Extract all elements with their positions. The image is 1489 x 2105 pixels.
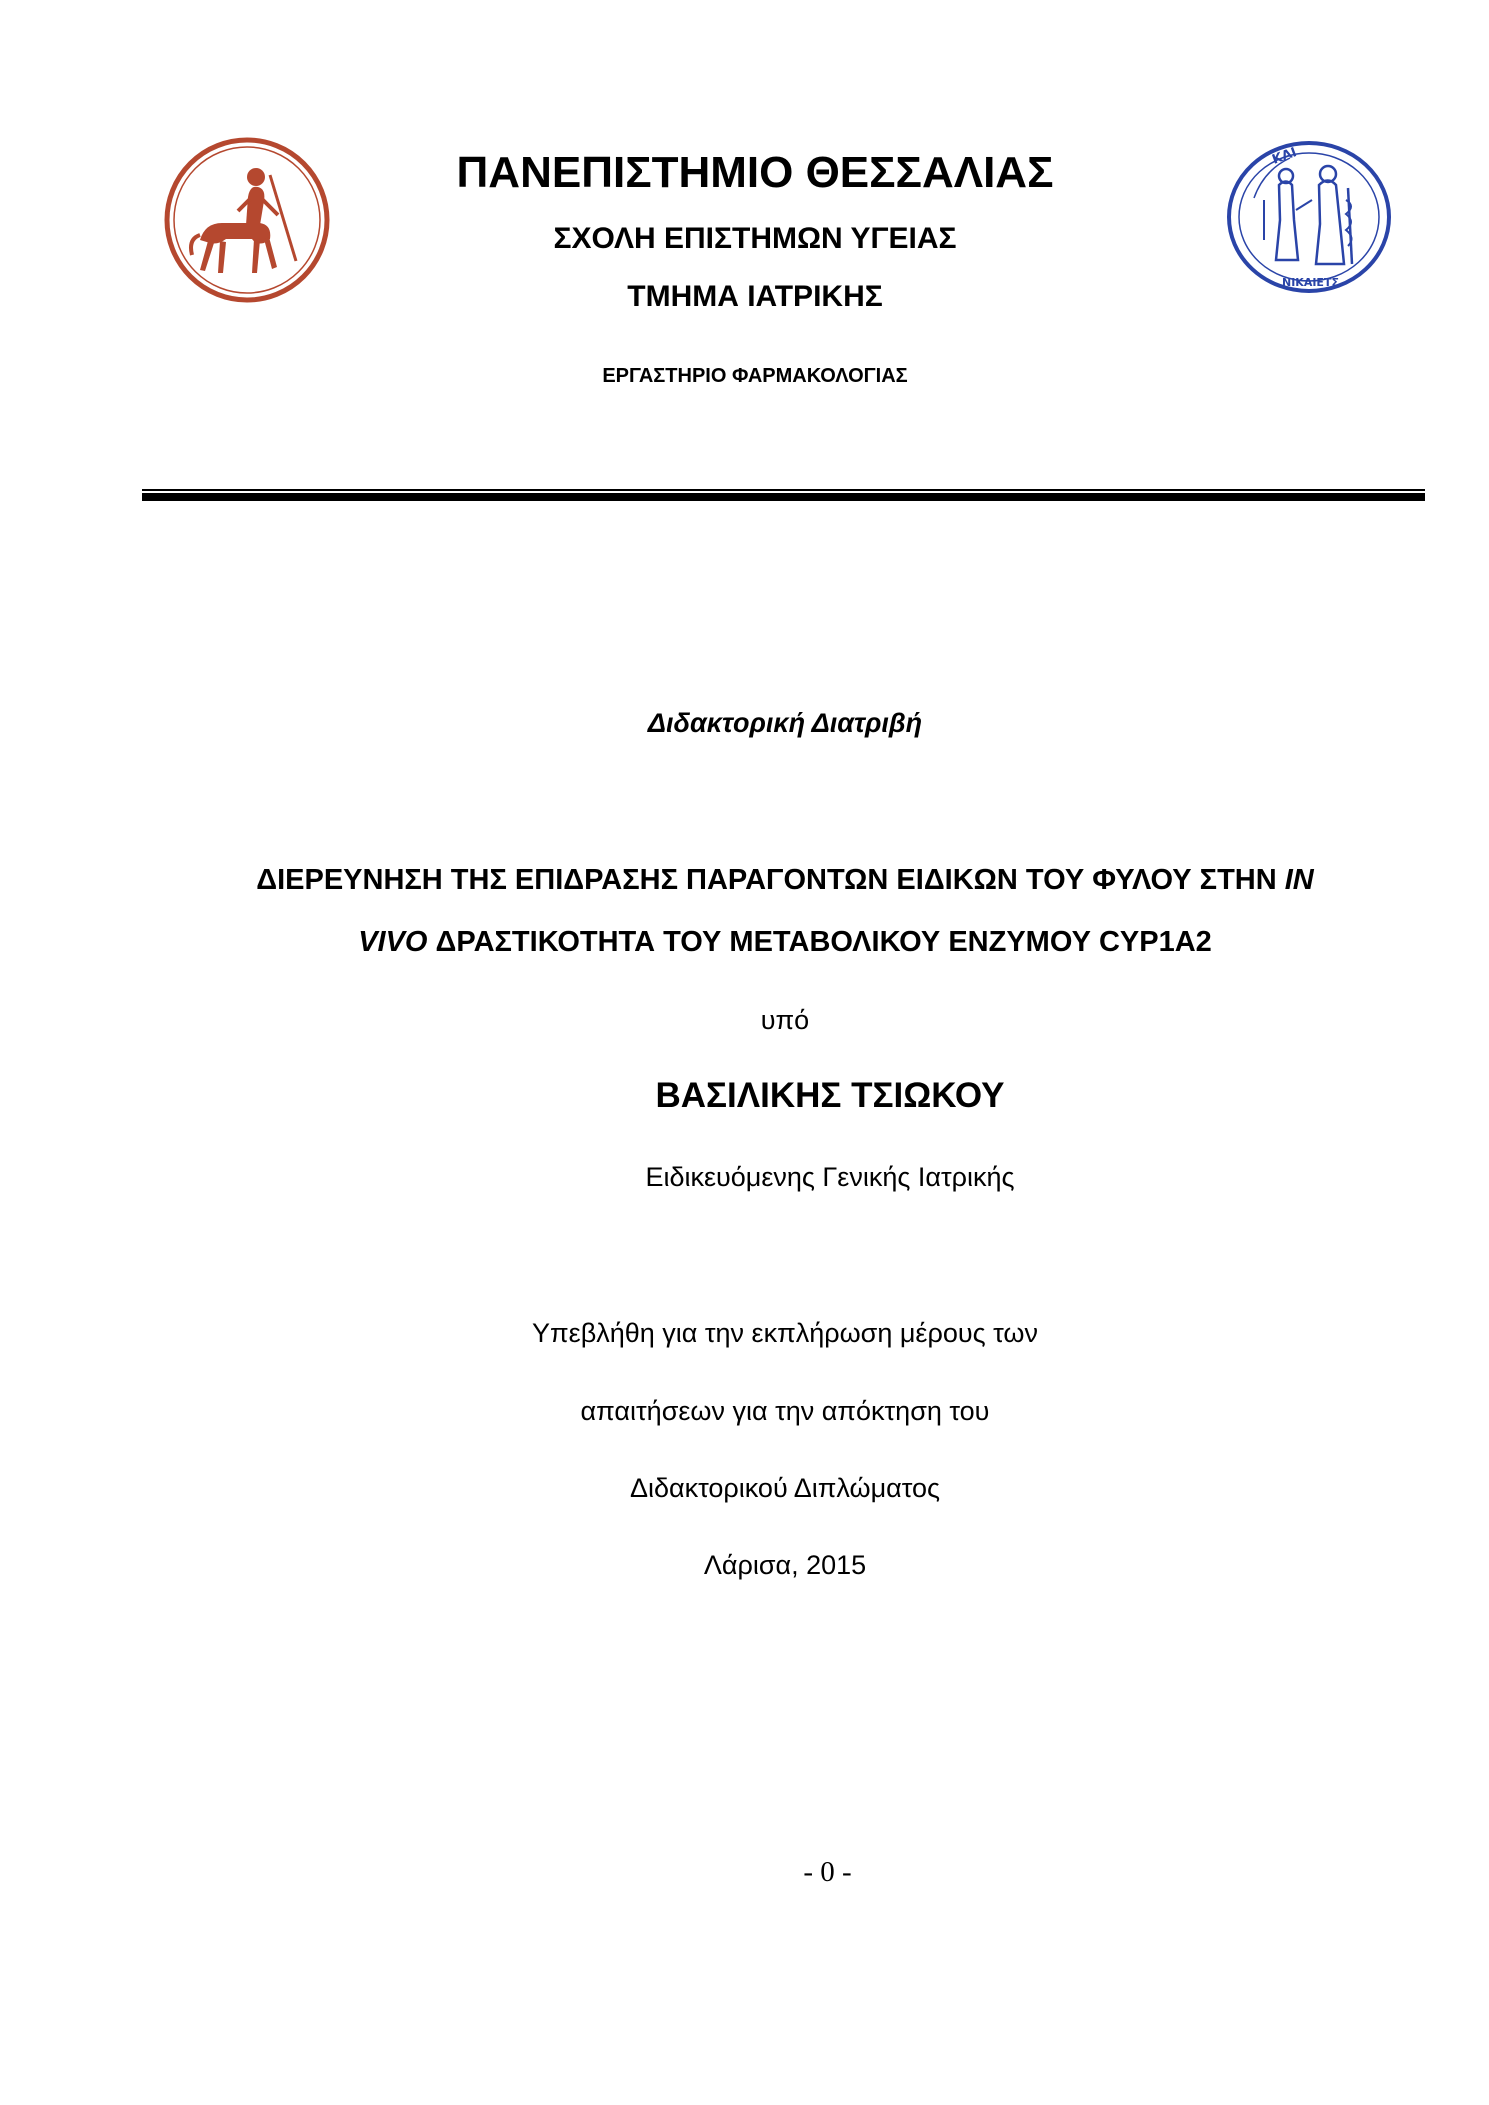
university-name: ΠΑΝΕΠΙΣΤΗΜΙΟ ΘΕΣΣΑΛΙΑΣ xyxy=(456,148,1054,197)
svg-text:ΝΙΚΑΙΕΤΣ: ΝΙΚΑΙΕΤΣ xyxy=(1282,276,1339,289)
laboratory-name: ΕΡΓΑΣΤΗΡΙΟ ΦΑΡΜΑΚΟΛΟΓΙΑΣ xyxy=(602,365,908,387)
thesis-title-line-2 xyxy=(0,926,1489,959)
header-divider-thin xyxy=(142,489,1425,491)
thesis-title-line-2-italic: VIVO xyxy=(358,926,428,958)
place-and-date: Λάρισα, 2015 xyxy=(703,1550,867,1580)
submission-statement-line-2: απαιτήσεων για την απόκτηση του xyxy=(580,1396,990,1426)
thesis-title-line-1 xyxy=(0,864,1489,897)
header-divider-thick xyxy=(142,493,1425,501)
department-name: ΤΜΗΜΑ ΙΑΤΡΙΚΗΣ xyxy=(627,280,883,313)
author-name: ΒΑΣΙΛΙΚΗΣ ΤΣΙΩΚΟΥ xyxy=(655,1076,1005,1115)
thesis-title-line-2-text: ΔΡΑΣΤΙΚΟΤΗΤΑ ΤΟΥ ΜΕΤΑΒΟΛΙΚΟΥ ΕΝΖΥΜΟΥ CYP1A2 xyxy=(427,926,1212,958)
page-number: - 0 - xyxy=(803,1856,852,1888)
school-name: ΣΧΟΛΗ ΕΠΙΣΤΗΜΩΝ ΥΓΕΙΑΣ xyxy=(553,222,957,255)
document-type: Διδακτορική Διατριβή xyxy=(647,708,923,738)
svg-text:ΚΑΙ: ΚΑΙ xyxy=(1270,145,1299,168)
by-label: υπό xyxy=(760,1005,810,1035)
author-specialty: Ειδικευόμενης Γενικής Ιατρικής xyxy=(645,1162,1015,1192)
submission-statement-line-3: Διδακτορικού Διπλώματος xyxy=(629,1473,941,1503)
thesis-title-line-1-italic: IN xyxy=(1284,864,1314,896)
thesis-title-line-1-text: ΔΙΕΡΕΥΝΗΣΗ ΤΗΣ ΕΠΙΔΡΑΣΗΣ ΠΑΡΑΓΟΝΤΩΝ ΕΙΔΙΚΩΝ ΤΟΥ ΦΥΛΟΥ ΣΤΗΝ xyxy=(256,864,1285,896)
submission-statement-line-1: Υπεβλήθη για την εκπλήρωση μέρους των xyxy=(532,1318,1038,1348)
